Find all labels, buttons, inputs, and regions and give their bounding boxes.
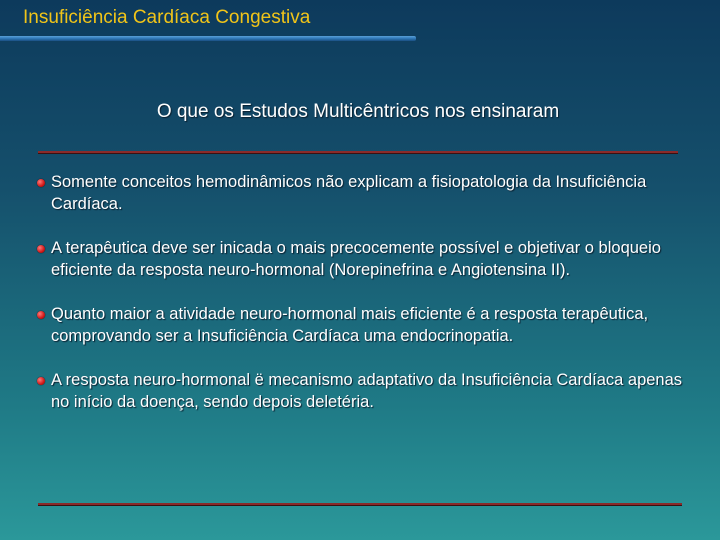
bullet-text: Somente conceitos hemodinâmicos não explicam a fisiopatologia da Insuficiência Cardíaca. (51, 173, 647, 213)
bullet-item (36, 172, 684, 215)
title-underline-bar (0, 36, 416, 41)
slide-title: Insuficiência Cardíaca Congestiva (23, 7, 311, 28)
bullet-text: A terapêutica deve ser inicada o mais precocemente possível e objetivar o bloqueio eficiente da resposta neuro-hormonal (Norepinefrina e Angiotensina II). (51, 239, 661, 279)
slide-subtitle: O que os Estudos Multicêntricos nos ensinaram (156, 101, 560, 122)
bullet-dot-icon (37, 311, 45, 319)
bullet-text: Quanto maior a atividade neuro-hormonal mais eficiente é a resposta terapêutica, comprovando ser a Insuficiência Cardíaca uma endocrinopatia. (51, 305, 649, 345)
bullet-item (36, 304, 684, 347)
bullet-text: A resposta neuro-hormonal ë mecanismo adaptativo da Insuficiência Cardíaca apenas no início da doença, sendo depois deletéria. (51, 371, 683, 411)
top-divider (38, 151, 678, 153)
bullet-dot-icon (37, 377, 45, 385)
bullet-item (36, 238, 684, 281)
bullet-dot-icon (37, 179, 45, 187)
bullet-list (36, 172, 684, 436)
bottom-divider (38, 503, 682, 505)
bullet-dot-icon (37, 245, 45, 253)
bullet-item (36, 370, 684, 413)
